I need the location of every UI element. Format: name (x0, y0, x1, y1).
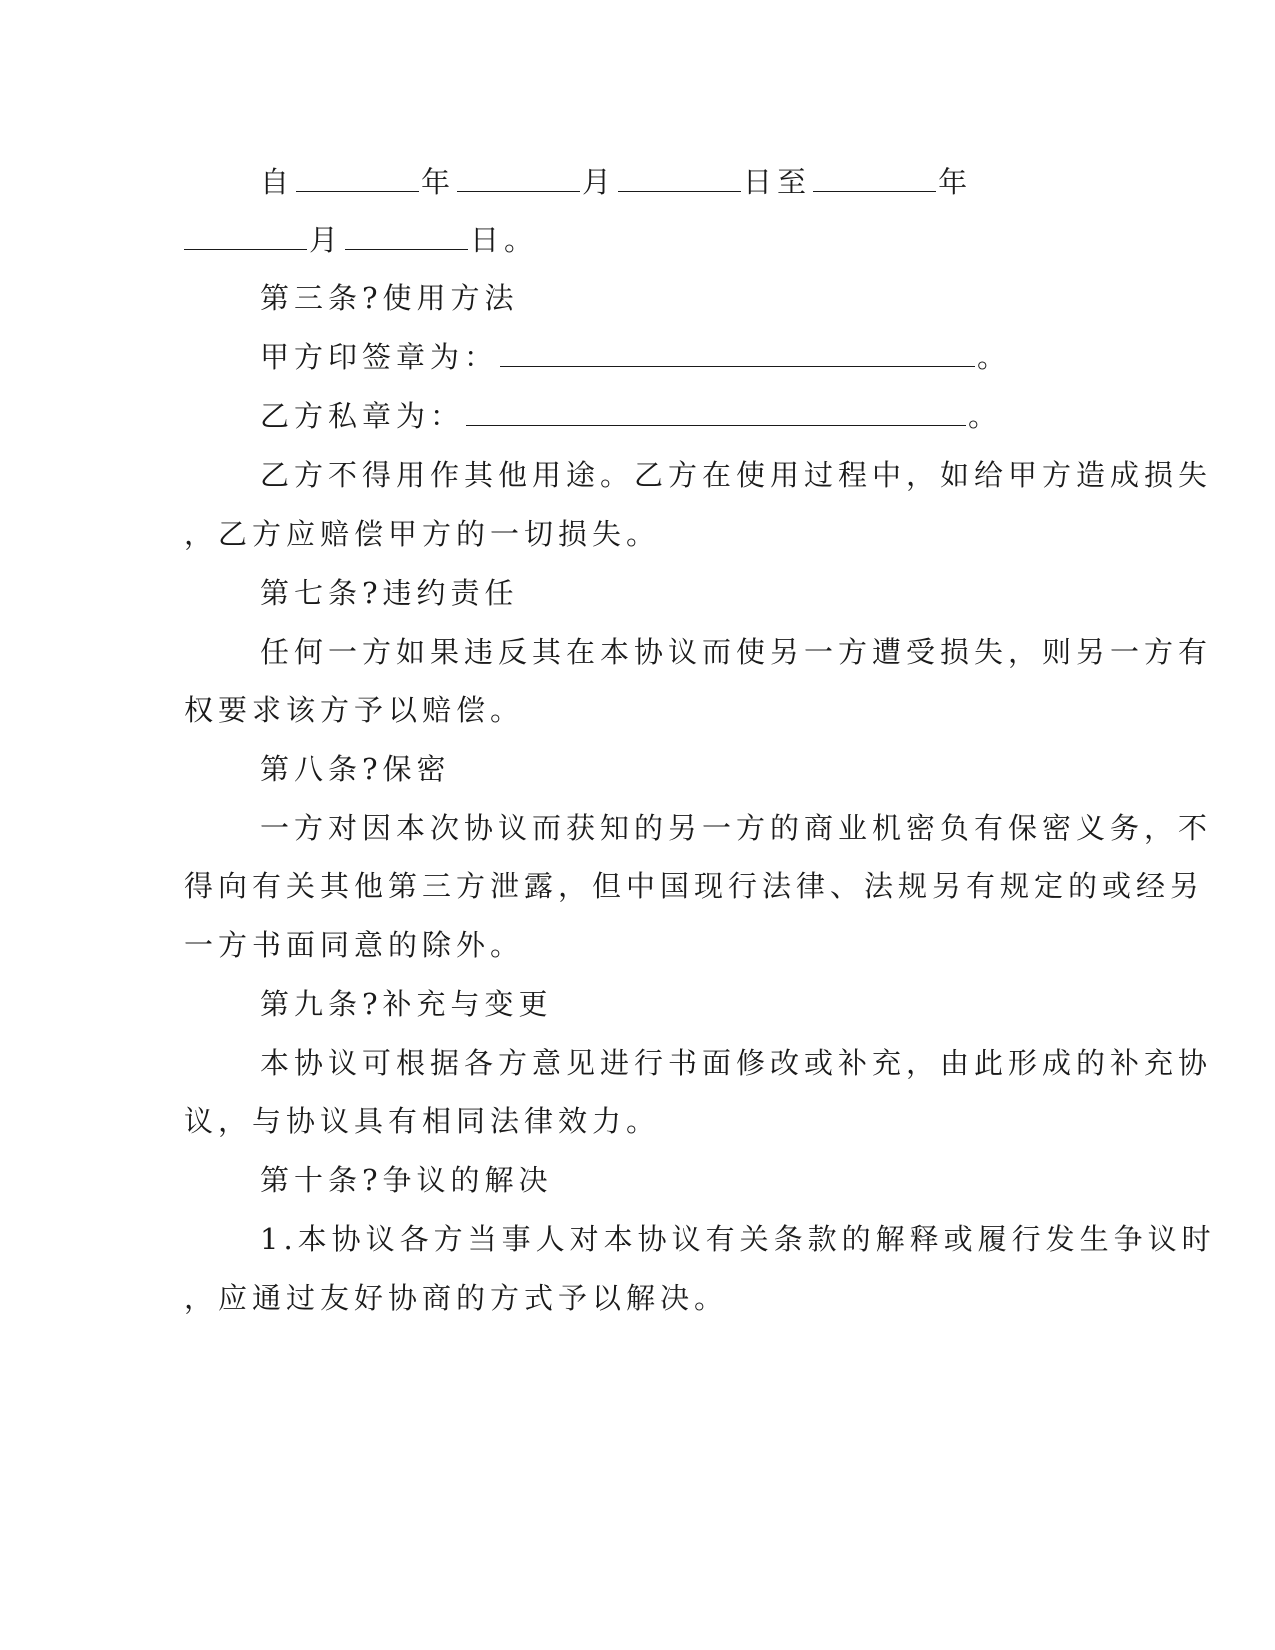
date-line-2 (184, 220, 538, 260)
article9-title: 第九条?补充与变更 (260, 987, 553, 1021)
end-month-blank (184, 221, 307, 250)
year-label: 年 (421, 165, 456, 199)
article7-title: 第七条?违约责任 (260, 576, 519, 610)
article10-title: 第十条?争议的解决 (260, 1163, 553, 1197)
article9-text-line1: 本协议可根据各方意见进行书面修改或补充，由此形成的补充协 (260, 1046, 1213, 1080)
article8-title: 第八条?保密 (260, 752, 451, 786)
seal-a-end: 。 (977, 340, 1012, 374)
day-to-label: 日至 (743, 165, 812, 199)
month-label: 月 (582, 165, 617, 199)
end-month-label: 月 (309, 223, 344, 257)
article3-text-line2: ，乙方应赔偿甲方的一切损失。 (184, 517, 661, 551)
article8-text-line3: 一方书面同意的除外。 (184, 928, 525, 962)
date-line-1 (260, 162, 972, 202)
article9-text-line2: 议，与协议具有相同法律效力。 (184, 1104, 661, 1138)
seal-a-line (260, 337, 1011, 377)
seal-a-blank (500, 338, 975, 367)
article10-text-line1: 1.本协议各方当事人对本协议有关条款的解释或履行发生争议时 (260, 1222, 1216, 1256)
article3-title: 第三条?使用方法 (260, 281, 519, 315)
seal-b-end: 。 (968, 399, 1003, 433)
start-month-blank (457, 163, 580, 192)
article7-text-line2: 权要求该方予以赔偿。 (184, 693, 525, 727)
article10-text-line2: ，应通过友好协商的方式予以解决。 (184, 1281, 729, 1315)
end-day-blank (345, 221, 468, 250)
article3-text-line1: 乙方不得用作其他用途。乙方在使用过程中，如给甲方造成损失 (260, 458, 1213, 492)
article8-text-line2: 得向有关其他第三方泄露，但中国现行法律、法规另有规定的或经另 (184, 869, 1205, 903)
start-year-blank (296, 163, 419, 192)
date-from-label: 自 (260, 165, 295, 199)
seal-b-line (260, 396, 1002, 436)
article8-text-line1: 一方对因本次协议而获知的另一方的商业机密负有保密义务，不 (260, 811, 1213, 845)
seal-b-blank (466, 397, 966, 426)
start-day-blank (618, 163, 741, 192)
seal-b-label: 乙方私章为： (260, 399, 465, 433)
seal-a-label: 甲方印签章为： (260, 340, 499, 374)
end-year-blank (813, 163, 936, 192)
end-year-label: 年 (938, 165, 973, 199)
end-day-label: 日。 (470, 223, 539, 257)
article7-text-line1: 任何一方如果违反其在本协议而使另一方遭受损失，则另一方有 (260, 635, 1213, 669)
